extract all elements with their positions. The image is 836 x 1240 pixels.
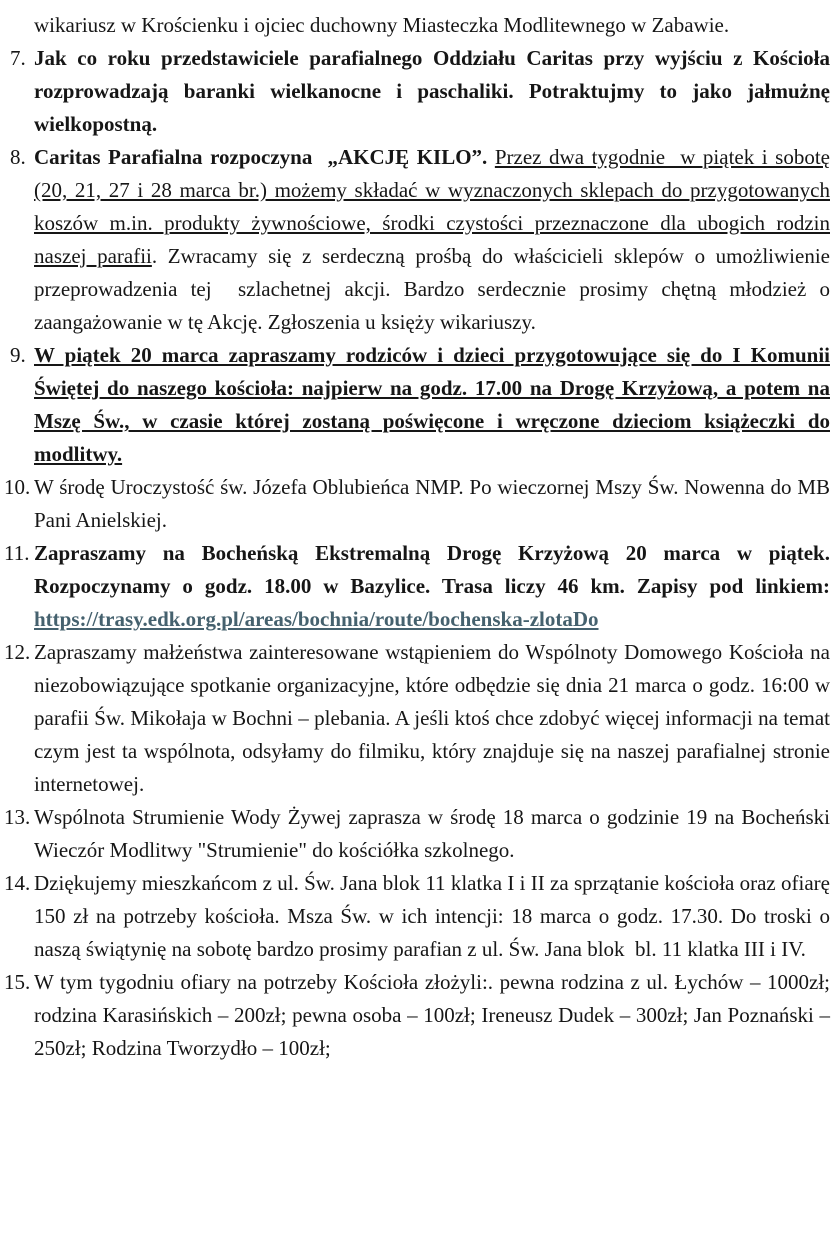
item-text: [34, 871, 830, 961]
item-text: [34, 46, 830, 136]
paragraph-continuation: wikariusz w Krościenku i ojciec duchowny Miasteczka Modlitewnego w Zabawie.: [34, 13, 730, 37]
announcement-item: [0, 141, 830, 339]
list-number: 8.: [10, 145, 26, 169]
text-run: Dziękujemy mieszkańcom z ul. Św. Jana blok 11 klatka I i II za sprzątanie kościoła oraz ofiarę 150 zł na potrzeby kościoła. Msza Św. w ich intencji: 18 marca o godz. 17.30. Do troski o naszą świątynię na sobotę bardzo prosimy parafian z ul. Św. Jana blok bl. 11 klatka III i IV.: [34, 871, 830, 961]
list-number: 14.: [4, 871, 31, 895]
announcement-item: [0, 537, 830, 636]
announcement-item: [0, 339, 830, 471]
item-text: [34, 805, 830, 862]
list-number: 13.: [4, 805, 31, 829]
item-text: [34, 145, 830, 334]
edk-route-link[interactable]: https://trasy.edk.org.pl/areas/bochnia/route/bochenska-zlotaDo: [34, 607, 599, 631]
item-text: [34, 541, 830, 631]
item-text: [34, 343, 830, 466]
list-number: 9.: [10, 343, 26, 367]
announcement-list: [0, 42, 830, 1065]
announcement-item: [0, 966, 830, 1065]
announcement-item: [0, 636, 830, 801]
text-run: Zapraszamy na Bocheńską Ekstremalną Drogę Krzyżową 20 marca w piątek. Rozpoczynamy o godz. 18.00 w Bazylice. Trasa liczy 46 km. Zapisy pod linkiem:: [34, 541, 830, 598]
list-number: 7.: [10, 46, 26, 70]
list-number: 10.: [4, 475, 31, 499]
text-run: W piątek 20 marca zapraszamy rodziców i dzieci przygotowujące się do I Komunii Świętej do naszego kościoła: najpierw na godz. 17.00 na Drogę Krzyżową, a potem na Mszę Św., w czasie której zostaną poświęcone i wręczone dzieciom książeczki do modlitwy.: [34, 343, 830, 466]
list-number: 15.: [4, 970, 31, 994]
list-number: 12.: [4, 640, 31, 664]
text-run: Jak co roku przedstawiciele parafialnego Oddziału Caritas przy wyjściu z Kościoła rozprowadzają baranki wielkanocne i paschaliki. Potraktujmy to jako jałmużnę wielkopostną.: [34, 46, 830, 136]
item-text: [34, 970, 830, 1060]
announcement-item: [0, 471, 830, 537]
text-run: W środę Uroczystość św. Józefa Oblubieńca NMP. Po wieczornej Mszy Św. Nowenna do MB Pani Anielskiej.: [34, 475, 830, 532]
list-number: 11.: [4, 541, 30, 565]
text-run: Caritas Parafialna rozpoczyna „AKCJĘ KILO”.: [34, 145, 495, 169]
text-run: W tym tygodniu ofiary na potrzeby Kościoła złożyli:. pewna rodzina z ul. Łychów – 1000zł; rodzina Karasińskich – 200zł; pewna osoba – 100zł; Ireneusz Dudek – 300zł; Jan Poznański – 250zł; Rodzina Tworzydło – 100zł;: [34, 970, 830, 1060]
announcement-item: [0, 801, 830, 867]
item-text: [34, 640, 830, 796]
text-run: Zapraszamy małżeństwa zainteresowane wstąpieniem do Wspólnoty Domowego Kościoła na niezobowiązujące spotkanie organizacyjne, które odbędzie się dnia 21 marca o godz. 16:00 w parafii Św. Mikołaja w Bochni – plebania. A jeśli ktoś chce zdobyć więcej informacji na temat czym jest ta wspólnota, odsyłamy do filmiku, który znajduje się na naszej parafialnej stronie internetowej.: [34, 640, 830, 796]
item-text: [34, 475, 830, 532]
text-run: Wspólnota Strumienie Wody Żywej zaprasza w środę 18 marca o godzinie 19 na Bocheński Wieczór Modlitwy "Strumienie" do kościółka szkolnego.: [34, 805, 830, 862]
announcement-item: [0, 867, 830, 966]
text-run: . Zwracamy się z serdeczną prośbą do właścicieli sklepów o umożliwienie przeprowadzenia tej szlachetnej akcji. Bardzo serdecznie prosimy chętną młodzież o zaangażowanie w tę Akcję. Zgłoszenia u księży wikariuszy.: [34, 244, 830, 334]
announcement-item: [0, 42, 830, 141]
text-run: Przez dwa tygodnie w piątek i sobotę (20, 21, 27 i 28 marca br.) możemy składać w wyznaczonych sklepach do przygotowanych koszów m.in. produkty żywnościowe, środki czystości przeznaczone dla ubogich rodzin naszej parafii: [34, 145, 831, 268]
